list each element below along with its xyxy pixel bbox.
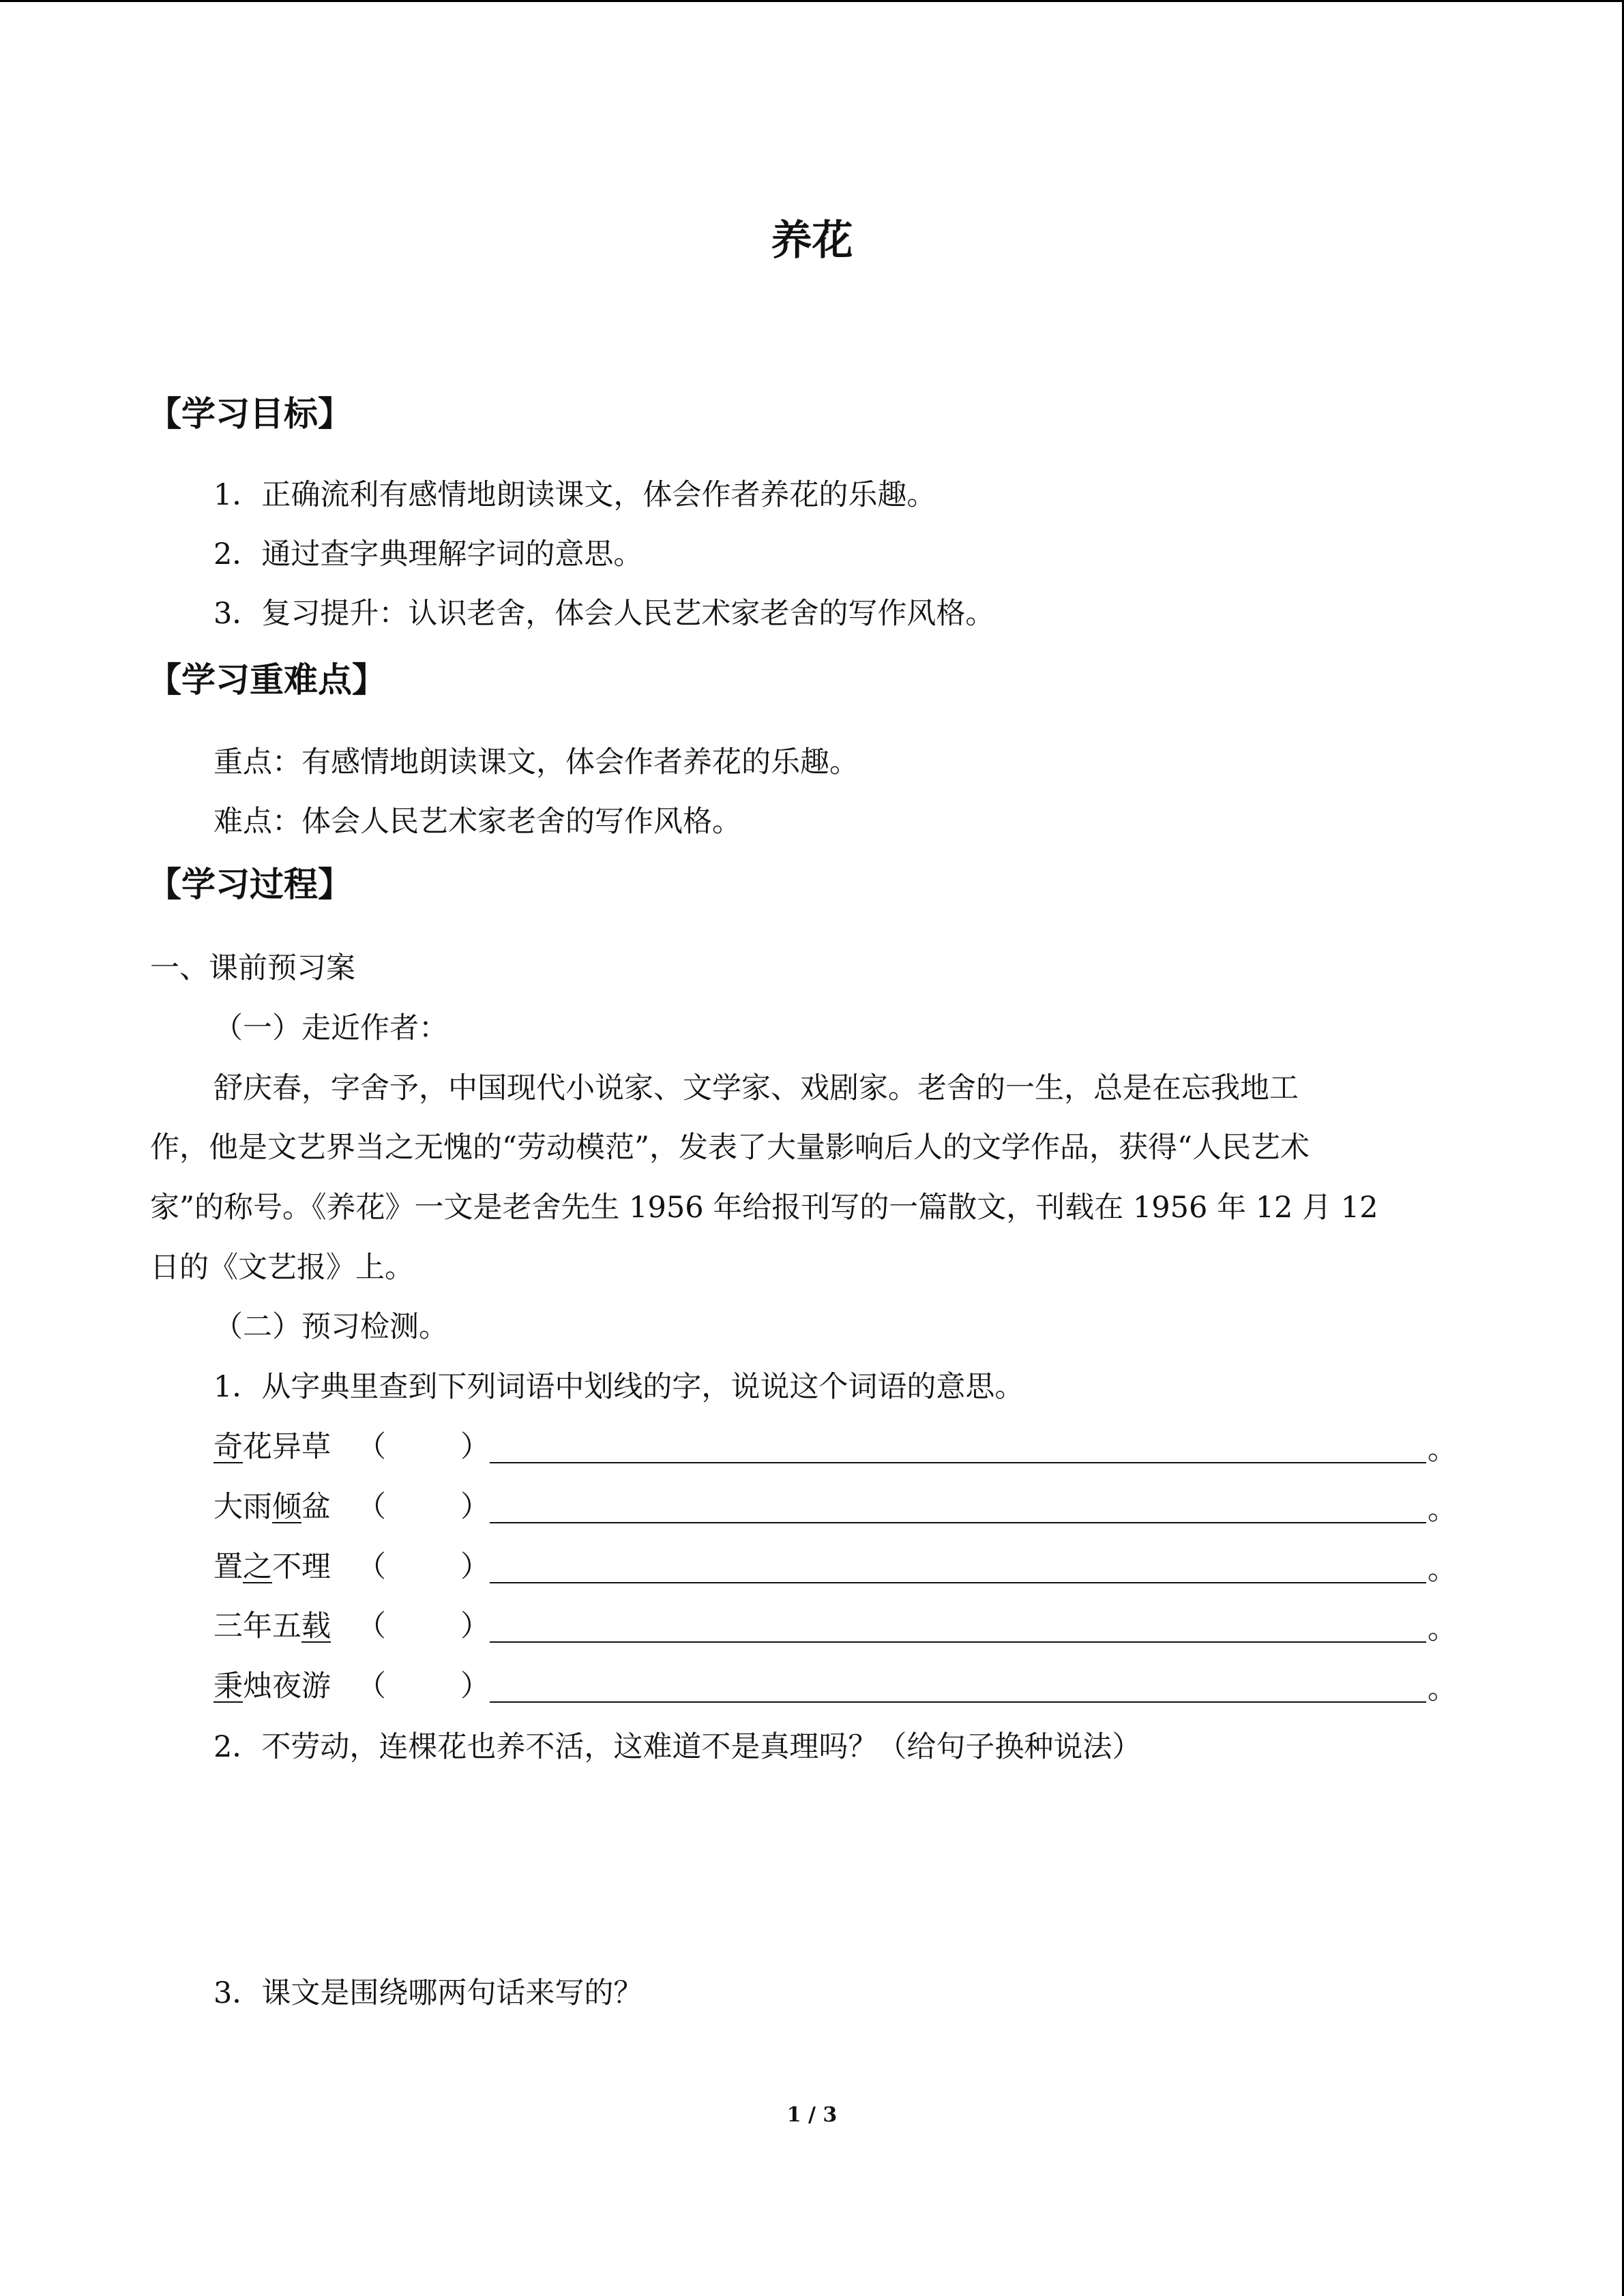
answer-blank[interactable] [490,1582,1426,1583]
underlined-char: 秉 [213,1669,243,1703]
author-paragraph-line: 作，他是文艺界当之无愧的“劳动模范”，发表了大量影响后人的文学作品，获得“人民艺术 [150,1131,1310,1165]
paren-close: ） [460,1490,490,1524]
period: 。 [1428,1553,1457,1587]
page-number: 1 / 3 [786,2103,838,2127]
answer-blank[interactable] [490,1522,1426,1523]
vocab-row [213,1666,1457,1707]
goals-heading: 【学习目标】 [147,394,352,434]
paren-close: ） [460,1550,490,1584]
paren-open: （ [357,1609,386,1643]
vocab-word: 奇花异草 [213,1430,331,1464]
vocab-row [213,1606,1457,1647]
author-paragraph-line: 家”的称号。《养花》一文是老舍先生 1956 年给报刊写的一篇散文，刊载在 1956 年 12 月 12 [150,1191,1378,1225]
author-heading: （一）走近作者： [213,1011,448,1045]
check-heading: （二）预习检测。 [213,1310,448,1344]
paren-open: （ [357,1430,386,1464]
period: 。 [1428,1493,1457,1527]
vocab-word: 三年五载 [213,1609,331,1643]
author-paragraph-line: 日的《文艺报》上。 [150,1251,414,1285]
paren-close: ） [460,1669,490,1703]
paren-open: （ [357,1550,386,1584]
underlined-char: 奇 [213,1430,243,1464]
question-3: 3．课文是围绕哪两句话来写的？ [213,1976,643,2010]
paren-open: （ [357,1669,386,1703]
process-heading: 【学习过程】 [147,865,352,904]
underlined-char: 之 [243,1550,272,1584]
goal-item: 1．正确流利有感情地朗读课文，体会作者养花的乐趣。 [213,478,936,512]
vocab-word: 置之不理 [213,1550,331,1584]
question-2: 2．不劳动，连棵花也养不活，这难道不是真理吗？（给句子换种说法） [213,1730,1142,1764]
author-paragraph-line: 舒庆春，字舍予，中国现代小说家、文学家、戏剧家。老舍的一生，总是在忘我地工 [213,1071,1299,1105]
underlined-char: 载 [301,1609,331,1643]
vocab-word: 大雨倾盆 [213,1490,331,1524]
goal-item: 3．复习提升：认识老舍，体会人民艺术家老舍的写作风格。 [213,597,995,631]
vocab-row [213,1487,1457,1527]
answer-blank[interactable] [490,1462,1426,1463]
part-title: 一、课前预习案 [150,951,355,985]
answer-blank[interactable] [490,1701,1426,1703]
goal-item: 2．通过查字典理解字词的意思。 [213,537,643,571]
page-border-top [0,0,1624,2]
period: 。 [1428,1612,1457,1646]
vocab-row [213,1547,1457,1587]
key-point-item: 重点：有感情地朗读课文，体会作者养花的乐趣。 [213,745,859,779]
vocab-word: 秉烛夜游 [213,1669,331,1703]
paren-open: （ [357,1490,386,1524]
vocab-row [213,1427,1457,1467]
period: 。 [1428,1672,1457,1706]
key-point-item: 难点：体会人民艺术家老舍的写作风格。 [213,805,741,839]
document-title: 养花 [771,217,853,265]
underlined-char: 倾 [272,1490,301,1524]
period: 。 [1428,1433,1457,1467]
paren-close: ） [460,1609,490,1643]
paren-close: ） [460,1430,490,1464]
answer-blank[interactable] [490,1641,1426,1643]
question-1: 1．从字典里查到下列词语中划线的字，说说这个词语的意思。 [213,1370,1024,1404]
key-points-heading: 【学习重难点】 [147,660,386,700]
